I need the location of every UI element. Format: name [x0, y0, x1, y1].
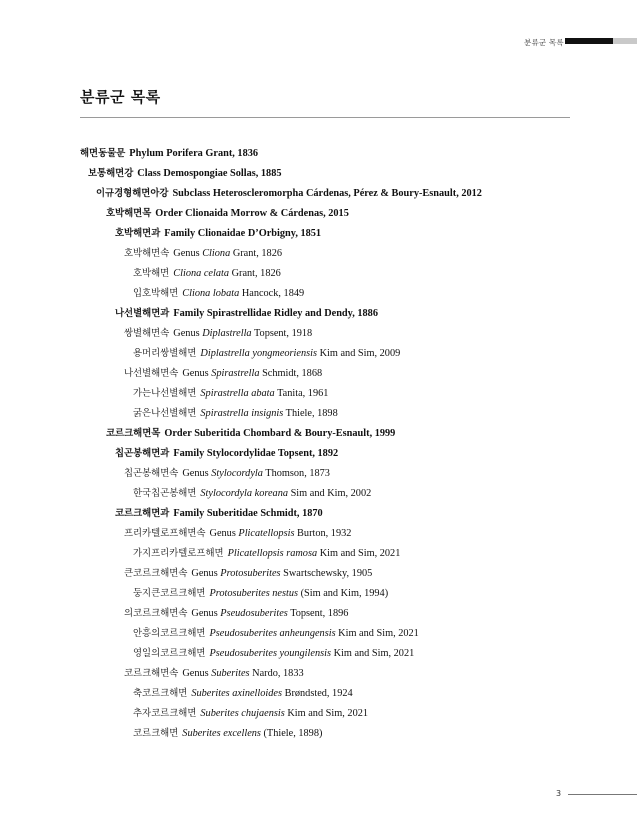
taxon-entry: [133, 407, 338, 421]
taxon-scientific-name: Spirastrellidae: [206, 308, 272, 319]
taxon-korean-name: 의코르크해면속: [124, 608, 188, 619]
taxon-korean-name: 나선별해면과: [115, 308, 170, 319]
taxon-korean-name: 안흥의코르크해면: [133, 628, 206, 639]
taxon-scientific-name: Spirastrella: [211, 368, 260, 379]
taxon-entry: [124, 367, 322, 381]
page-title: 분류군 목록: [80, 88, 161, 106]
taxon-scientific-name: Spirastrella abata: [200, 388, 275, 399]
taxon-korean-name: 가는나선별해면: [133, 388, 197, 399]
taxon-authority: Thomson, 1873: [265, 468, 330, 479]
taxon-authority: Nardo, 1833: [252, 668, 304, 679]
taxon-authority: Sollas, 1885: [230, 168, 282, 179]
taxon-scientific-name: Diplastrella yongmeoriensis: [200, 348, 318, 359]
taxon-authority: D’Orbigny, 1851: [247, 228, 322, 239]
taxon-entry: [133, 267, 281, 281]
taxon-korean-name: 용머리쌍별해면: [133, 348, 197, 359]
taxon-authority: Kim and Sim, 2021: [287, 708, 369, 719]
taxon-scientific-name: Cliona celata: [173, 268, 230, 279]
taxon-authority: (Thiele, 1898): [263, 728, 323, 739]
taxon-scientific-name: Demospongiae: [163, 168, 228, 179]
taxon-entry: [133, 707, 368, 721]
taxon-korean-name: 굵은나선별해면: [133, 408, 197, 419]
taxon-entry: [115, 307, 378, 321]
taxon-korean-name: 입호박해면: [133, 288, 179, 299]
taxon-korean-name: 한국칩곤봉해면: [133, 488, 197, 499]
taxon-authority: Schmidt, 1868: [262, 368, 323, 379]
taxon-rank: Phylum: [129, 148, 164, 159]
taxon-scientific-name: Suberites: [211, 668, 250, 679]
taxon-authority: Kim and Sim, 2021: [333, 648, 415, 659]
taxon-scientific-name: Clionaida: [185, 208, 229, 219]
taxon-scientific-name: Suberitidae: [206, 508, 258, 519]
taxon-scientific-name: Stylocordyla: [211, 468, 263, 479]
taxon-rank: Genus: [191, 568, 218, 579]
taxon-entry: [133, 387, 328, 401]
taxon-korean-name: 영일의코르크해면: [133, 648, 206, 659]
taxon-entry: [115, 507, 323, 521]
page-number: 3: [556, 789, 562, 798]
taxon-authority: Grant, 1826: [231, 268, 281, 279]
taxon-entry: [96, 187, 482, 201]
taxon-scientific-name: Cliona lobata: [182, 288, 240, 299]
taxon-korean-name: 코르크해면: [133, 728, 179, 739]
taxon-korean-name: 추자코르크해면: [133, 708, 197, 719]
taxon-authority: Swartschewsky, 1905: [283, 568, 373, 579]
taxon-entry: [133, 547, 400, 561]
taxon-entry: [106, 207, 349, 221]
taxon-authority: Kim and Sim, 2021: [319, 548, 401, 559]
taxon-korean-name: 쌍별해면속: [124, 328, 170, 339]
taxon-authority: Topsent, 1918: [253, 328, 313, 339]
taxon-authority: Burton, 1932: [297, 528, 352, 539]
taxon-scientific-name: Suberitida: [194, 428, 241, 439]
taxon-entry: [106, 427, 395, 441]
taxon-authority: Kim and Sim, 2021: [338, 628, 419, 639]
taxon-korean-name: 프리카텔로프해면속: [124, 528, 206, 539]
taxon-rank: Family: [173, 308, 205, 319]
taxon-scientific-name: Spirastrella insignis: [200, 408, 284, 419]
taxon-authority: Brøndsted, 1924: [284, 688, 353, 699]
taxon-entry: [115, 227, 321, 241]
taxon-entry: [124, 327, 312, 341]
title-divider: [80, 117, 570, 118]
taxon-scientific-name: Suberites chujaensis: [200, 708, 285, 719]
taxon-authority: Topsent, 1892: [277, 448, 339, 459]
taxon-korean-name: 축코르크해면: [133, 688, 188, 699]
taxon-scientific-name: Pseudosuberites youngilensis: [209, 648, 331, 659]
taxon-entry: [133, 347, 400, 361]
taxon-korean-name: 둥지큰코르크해면: [133, 588, 206, 599]
taxon-entry: [124, 567, 372, 581]
taxon-scientific-name: Cliona: [202, 248, 231, 259]
taxon-korean-name: 칩곤봉해면속: [124, 468, 179, 479]
taxon-rank: Genus: [191, 608, 218, 619]
taxon-scientific-name: Heteroscleromorpha: [212, 188, 304, 199]
taxon-korean-name: 칩곤봉해면과: [115, 448, 170, 459]
taxon-korean-name: 나선별해면속: [124, 368, 179, 379]
taxon-authority: Cárdenas, Pérez & Boury-Esnault, 2012: [305, 188, 482, 199]
taxon-authority: Grant, 1836: [205, 148, 259, 159]
taxon-korean-name: 코르크해면속: [124, 668, 179, 679]
taxon-entry: [124, 247, 282, 261]
taxon-entry: [124, 467, 330, 481]
taxon-entry: [124, 527, 351, 541]
taxon-rank: Genus: [173, 328, 200, 339]
header-bar-dark: [565, 38, 613, 44]
taxon-entry: [133, 727, 322, 741]
taxon-entry: [133, 487, 371, 501]
taxon-rank: Genus: [173, 248, 200, 259]
taxon-authority: (Sim and Kim, 1994): [300, 588, 389, 599]
taxon-authority: Tanita, 1961: [277, 388, 329, 399]
taxon-scientific-name: Protosuberites nestus: [209, 588, 299, 599]
taxon-rank: Order: [164, 428, 192, 439]
taxon-scientific-name: Clionaidae: [197, 228, 246, 239]
taxon-korean-name: 코르크해면목: [106, 428, 161, 439]
taxon-entry: [133, 647, 414, 661]
taxon-korean-name: 보통해면강: [88, 168, 134, 179]
taxon-scientific-name: Protosuberites: [220, 568, 281, 579]
taxon-authority: Thiele, 1898: [285, 408, 338, 419]
taxon-authority: Ridley and Dendy, 1886: [273, 308, 378, 319]
taxon-rank: Genus: [182, 468, 209, 479]
taxon-authority: Topsent, 1896: [290, 608, 349, 619]
footer-rule: [568, 794, 637, 795]
taxon-entry: [115, 447, 338, 461]
running-header-bar: [565, 38, 637, 44]
taxon-scientific-name: Pseudosuberites anheungensis: [209, 628, 336, 639]
taxon-korean-name: 호박해면: [133, 268, 170, 279]
taxon-scientific-name: Plicatellopsis: [238, 528, 295, 539]
taxon-rank: Family: [173, 508, 205, 519]
taxon-korean-name: 이규경형해면아강: [96, 188, 169, 199]
header-bar-light: [613, 38, 637, 44]
taxon-scientific-name: Suberites excellens: [182, 728, 261, 739]
taxon-korean-name: 호박해면과: [115, 228, 161, 239]
taxon-korean-name: 큰코르크해면속: [124, 568, 188, 579]
taxon-entry: [133, 287, 304, 301]
taxon-authority: Hancock, 1849: [241, 288, 305, 299]
taxon-scientific-name: Pseudosuberites: [220, 608, 288, 619]
taxon-korean-name: 코르크해면과: [115, 508, 170, 519]
taxon-rank: Genus: [182, 668, 209, 679]
taxon-authority: Grant, 1826: [232, 248, 282, 259]
taxon-scientific-name: Stylocordyla koreana: [200, 488, 288, 499]
taxon-entry: [124, 607, 348, 621]
taxon-scientific-name: Stylocordylidae: [206, 448, 276, 459]
taxon-scientific-name: Suberites axinelloides: [191, 688, 282, 699]
taxon-entry: [80, 147, 258, 161]
taxon-authority: Kim and Sim, 2009: [319, 348, 401, 359]
taxon-rank: Family: [164, 228, 196, 239]
taxon-korean-name: 가지프리카텔로프해면: [133, 548, 224, 559]
taxon-rank: Family: [173, 448, 205, 459]
taxon-entry: [133, 627, 419, 641]
taxon-rank: Order: [155, 208, 183, 219]
taxon-rank: Class: [137, 168, 161, 179]
taxon-korean-name: 호박해면목: [106, 208, 152, 219]
taxon-rank: Genus: [209, 528, 236, 539]
running-header-label: 분류군 목록: [524, 38, 564, 47]
taxon-entry: [124, 667, 304, 681]
taxon-korean-name: 호박해면속: [124, 248, 170, 259]
taxon-scientific-name: Diplastrella: [202, 328, 252, 339]
taxon-authority: Chombard & Boury-Esnault, 1999: [243, 428, 396, 439]
taxon-rank: Genus: [182, 368, 209, 379]
taxon-authority: Sim and Kim, 2002: [290, 488, 372, 499]
taxon-scientific-name: Plicatellopsis ramosa: [227, 548, 318, 559]
taxon-entry: [88, 167, 282, 181]
taxon-entry: [133, 687, 353, 701]
taxon-authority: Schmidt, 1870: [260, 508, 323, 519]
taxon-scientific-name: Porifera: [166, 148, 203, 159]
taxon-korean-name: 해면동물문: [80, 148, 126, 159]
taxon-entry: [133, 587, 388, 601]
taxon-rank: Subclass: [172, 188, 211, 199]
taxon-authority: Morrow & Cárdenas, 2015: [230, 208, 349, 219]
